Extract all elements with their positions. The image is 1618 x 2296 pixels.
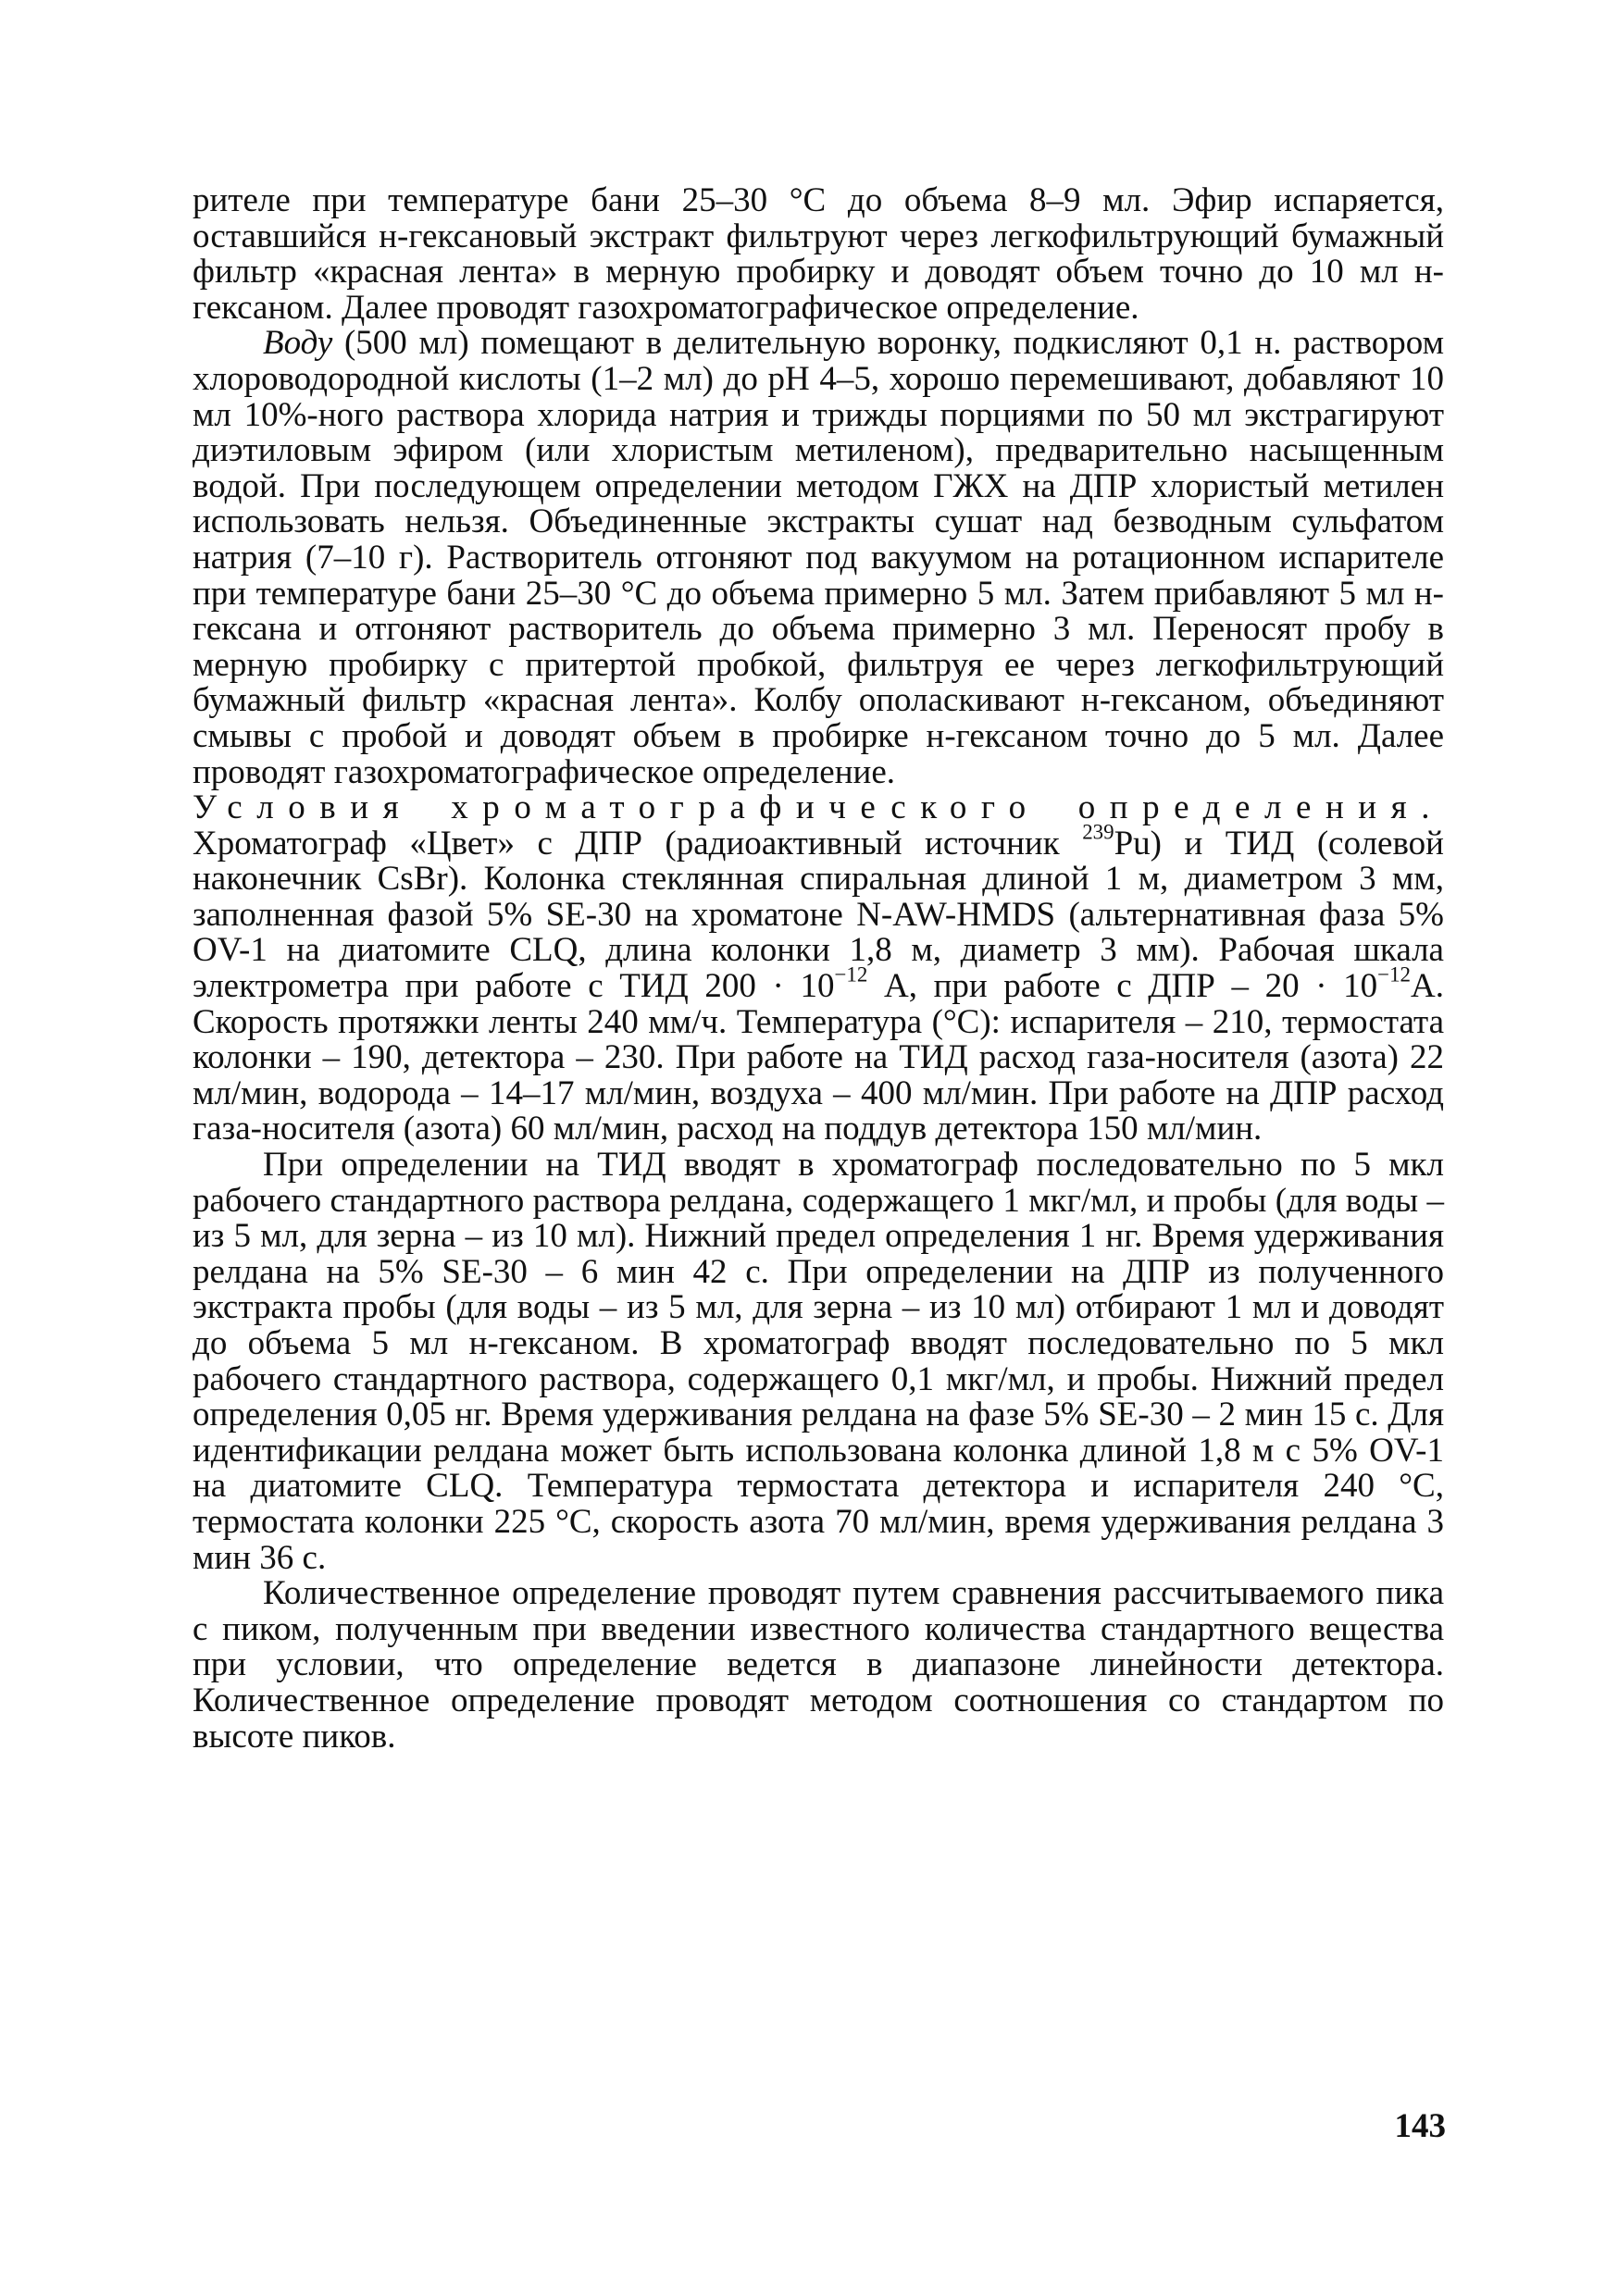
paragraph-chromatography-conditions [193,790,1444,1148]
paragraph-continuation: рителе при температуре бани 25–30 °С до объема 8–9 мл. Эфир испаряется, оставшийся н-гексановый экстракт фильтруют через легкофильтрующий бумажный фильтр «красная лента» в мерную пробирку и доводят объем точно до 10 мл н-гексаном. Далее проводят газохроматографическое определение. [193,181,1444,327]
italic-lead-word: Воду [263,324,333,363]
paragraph-determination: При определении на ТИД вводят в хроматограф последовательно по 5 мкл рабочего стандартного раствора релдана, содержащего 1 мкг/мл, и пробы (для воды – из 5 мл, для зерна – из 10 мл). Нижний предел определения 1 нг. Время удерживания релдана на 5% SE-30 – 6 мин 42 с. При определении на ДПР из полученного экстракта пробы (для воды – из 5 мл, для зерна – из 10 мл) отбирают 1 мл и доводят до объема 5 мл н-гексаном. В хроматограф вводят последовательно по 5 мкл рабочего стандартного раствора, содержащего 0,1 мкг/мл, и пробы. Нижний предел определения 0,05 нг. Время удерживания релдана на фазе 5% SE-30 – 2 мин 15 с. Для идентификации релдана может быть использована колонка длиной 1,8 м с 5% OV-1 на диатомите CLQ. Температура термостата детектора и испарителя 240 °С, термостата колонки 225 °С, скорость азота 70 мл/мин, время удерживания релдана 3 мин 36 с. [193,1146,1444,1577]
exponent-superscript: −12 [834,962,868,987]
paragraph-text: (500 мл) помещают в делительную воронку, подкисляют 0,1 н. раствором хлороводородной кислоты (1–2 мл) до pH 4–5, хорошо перемешивают, добавляют 10 мл 10%-ного раствора хлорида натрия и трижды порциями по 50 мл экстрагируют диэтиловым эфиром (или хлористым метиленом), предварительно насыщенным водой. При последующем определении методом ГЖХ на ДПР хлористый метилен использовать нельзя. Объединенные экстракты сушат над безводным сульфатом натрия (7–10 г). Растворитель отгоняют под вакуумом на ротационном испарителе при температуре бани 25–30 °С до объема примерно 5 мл. Затем прибавляют 5 мл н-гексана и отгоняют растворитель до объема примерно 3 мл. Переносят пробу в мерную пробирку с притертой пробкой, фильтруя ее через легкофильтрующий бумажный фильтр «красная лента». Колбу ополаскивают н-гексаном, объединяют смывы с пробой и доводят объем в пробирке н-гексаном точно до 5 мл. Далее проводят газохроматографическое определение. [193,324,1444,791]
paragraph-text: Pu) и ТИД (солевой наконечник CsBr). Колонка стеклянная спиральная длиной 1 м, диаметром 3 мм, заполненная фазой 5% SE-30 на хроматоне N-AW-HMDS (альтернативная фаза 5% OV-1 на диатомите CLQ, длина колонки 1,8 м, диаметр 3 мм). Рабочая шкала электрометра при работе с ТИД 200 · 10 [193,824,1444,1006]
section-heading: Условия хроматографического определения. [193,788,1444,827]
body-text [193,183,1444,1755]
page-number: 143 [1394,2107,1446,2145]
paragraph-quantitative: Количественное определение проводят путем сравнения рассчитываемого пика с пиком, полученным при введении известного количества стандартного вещества при условии, что определение ведется в диапазоне линейности детектора. Количественное определение проводят методом соотношения со стандартом по высоте пиков. [193,1574,1444,1756]
paragraph-water-preparation [193,326,1444,790]
paragraph-text: Хроматограф «Цвет» с ДПР (радиоактивный источник [193,824,1083,863]
paragraph-text: А. Скорость протяжки ленты 240 мм/ч. Температура (°С): испарителя – 210, термостата колонки – 190, детектора – 230. При работе на ТИД расход газа-носителя (азота) 22 мл/мин, водорода – 14–17 мл/мин, воздуха – 400 мл/мин. При работе на ДПР расход газа-носителя (азота) 60 мл/мин, расход на поддув детектора 150 мл/мин. [193,967,1444,1148]
exponent-superscript: −12 [1377,962,1412,987]
isotope-superscript: 239 [1082,820,1114,844]
paragraph-text: А, при работе с ДПР – 20 · 10 [867,967,1378,1006]
